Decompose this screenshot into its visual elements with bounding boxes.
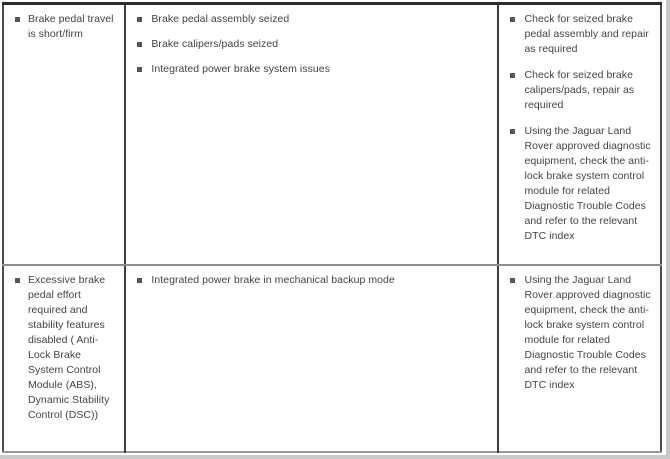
- list-item-text: Brake pedal travel is short/firm: [28, 13, 114, 40]
- table-row: [3, 4, 661, 265]
- square-bullet-icon: [15, 278, 20, 283]
- square-bullet-icon: [137, 42, 142, 47]
- cell-cause: [125, 4, 498, 265]
- list-item: [132, 62, 489, 77]
- square-bullet-icon: [137, 17, 142, 22]
- table-row: [3, 265, 661, 453]
- cause-list: [132, 273, 489, 288]
- symptom-list: [10, 273, 116, 423]
- square-bullet-icon: [510, 129, 515, 134]
- list-item-text: Brake pedal assembly seized: [151, 13, 290, 25]
- action-list: [505, 12, 652, 244]
- list-item-text: Integrated power brake system issues: [151, 63, 330, 75]
- list-item-text: Using the Jaguar Land Rover approved diagnostic equipment, check the anti-lock brake system control module for related Diagnostic Trouble Codes and refer to the relevant DTC index: [524, 125, 651, 242]
- square-bullet-icon: [510, 73, 515, 78]
- list-item: [505, 12, 652, 57]
- cell-action: [498, 265, 661, 453]
- symptom-chart-body: [3, 4, 661, 453]
- square-bullet-icon: [15, 17, 20, 22]
- list-item: [132, 37, 489, 52]
- cell-cause: [125, 265, 498, 453]
- square-bullet-icon: [137, 278, 142, 283]
- list-item: [10, 273, 116, 423]
- list-item-text: Excessive brake pedal effort required and stability features disabled ( Anti-Lock Brake System Control Module (ABS), Dynamic Stability Control (DSC)): [28, 273, 110, 421]
- list-item-text: Brake calipers/pads seized: [151, 38, 279, 50]
- list-item: [505, 124, 652, 244]
- list-item: [505, 273, 652, 393]
- cell-symptom: [3, 4, 125, 265]
- square-bullet-icon: [137, 67, 142, 72]
- symptom-chart-table: [2, 2, 662, 453]
- list-item: [132, 12, 489, 27]
- list-item-text: Check for seized brake calipers/pads, repair as required: [524, 69, 635, 111]
- cause-list: [132, 12, 489, 77]
- square-bullet-icon: [510, 17, 515, 22]
- square-bullet-icon: [510, 278, 515, 283]
- cell-symptom: [3, 265, 125, 453]
- list-item: [132, 273, 489, 288]
- action-list: [505, 273, 652, 393]
- list-item: [505, 68, 652, 113]
- list-item-text: Integrated power brake in mechanical backup mode: [151, 273, 395, 286]
- list-item: [10, 12, 116, 42]
- list-item-text: Using the Jaguar Land Rover approved diagnostic equipment, check the anti-lock brake system control module for related Diagnostic Trouble Codes and refer to the relevant DTC index: [524, 273, 651, 391]
- symptom-list: [10, 12, 116, 42]
- list-item-text: Check for seized brake pedal assembly and repair as required: [524, 13, 649, 55]
- cell-action: [498, 4, 661, 265]
